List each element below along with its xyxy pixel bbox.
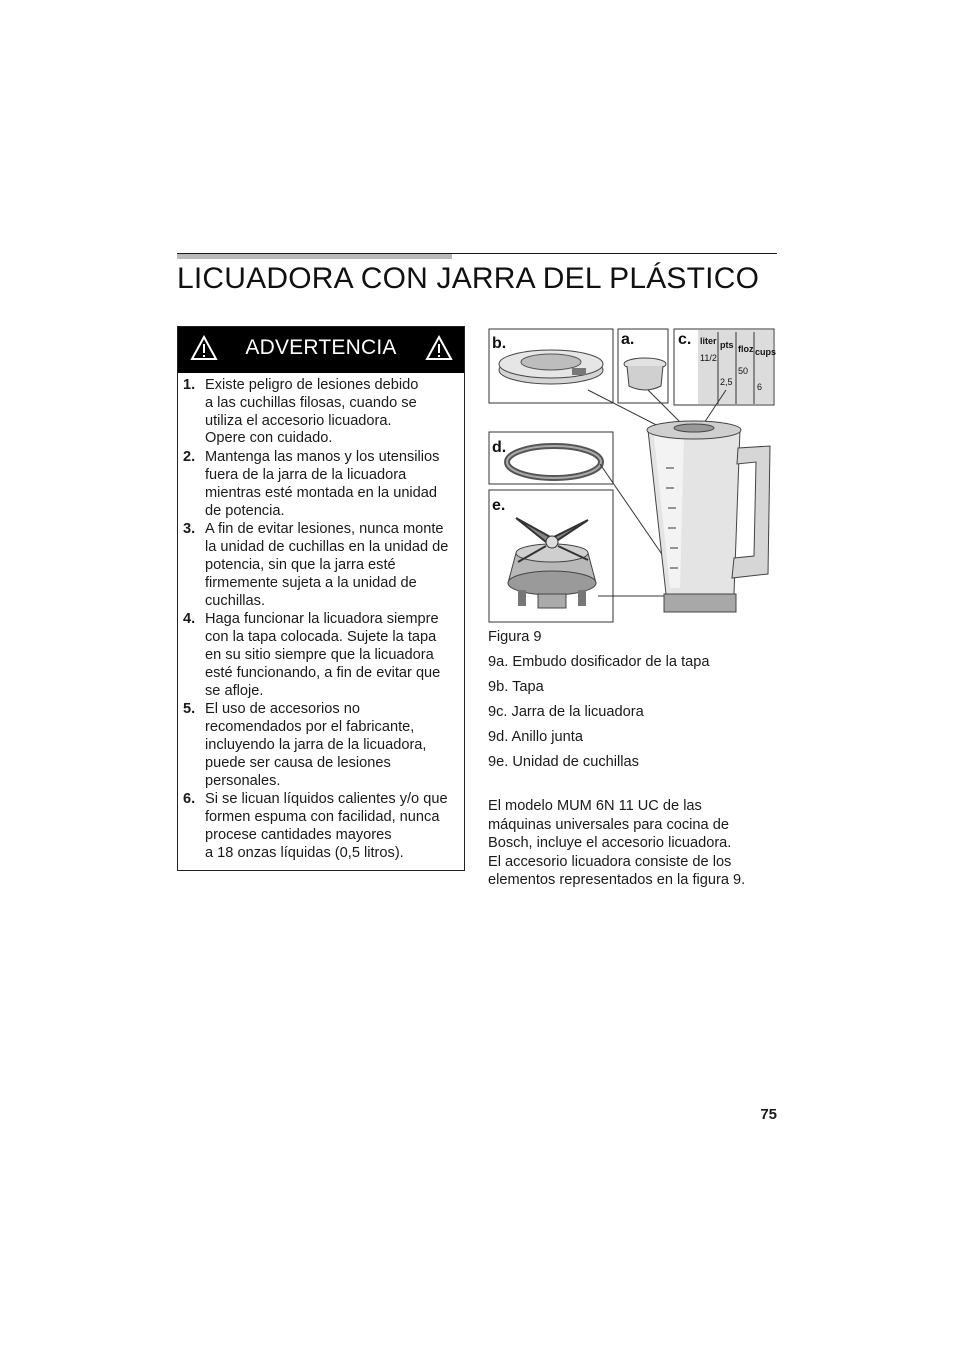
warning-item-number: 2. [183,449,196,466]
warning-item-text: Mantenga las manos y los utensilios fuera de la jarra de la licuadora mientras esté montada en la unidad de potencia. [205,449,440,519]
scale-value-liter: 11/2 [700,353,717,363]
legend-item-9c: 9c. Jarra de la licuadora [488,704,644,720]
legend-item-9a: 9a. Embudo dosificador de la tapa [488,654,710,670]
panel-a-funnel [618,329,668,403]
page-number: 75 [760,1106,777,1123]
warning-item-number: 3. [183,521,196,538]
warning-heading: ADVERTENCIA [245,336,397,359]
warning-list [178,373,464,863]
figure-caption-block [488,628,778,778]
warning-item-text: Existe peligro de lesiones debido a las cuchillas filosas, cuando se utiliza el accesorio licuadora. Opere con cuidado. [205,377,419,447]
blender-jar [647,421,770,612]
legend-item-9e: 9e. Unidad de cuchillas [488,754,639,770]
warning-item-number: 4. [183,611,196,628]
warning-item-text: El uso de accesorios no recomendados por el fabricante, incluyendo la jarra de la licuadora, puede ser causa de lesiones personales. [205,701,427,789]
warning-item [183,611,458,700]
header-rule [177,253,777,254]
warning-item [183,701,458,790]
scale-header-floz: floz [738,344,754,354]
panel-e-blade-unit [489,490,613,622]
panel-d-ring [489,432,613,484]
panel-c-scale [674,329,776,405]
warning-item-text: A fin de evitar lesiones, nunca monte la unidad de cuchillas en la unidad de potencia, sin que la jarra esté firmemente sujeta a la unidad de cuchillas. [205,521,449,609]
panel-label-a: a. [621,331,635,348]
warning-item [183,791,458,862]
scale-value-cups: 6 [757,382,763,392]
warning-item-text: Haga funcionar la licuadora siempre con la tapa colocada. Sujete la tapa en su sitio siempre que la licuadora esté funcionando, a fin de evitar que se afloje. [205,611,441,699]
scale-header-cups: cups [755,347,777,357]
legend-item-9b: 9b. Tapa [488,679,544,695]
blender-parts-figure [488,328,778,624]
figure-caption: Figura 9 [488,629,542,645]
scale-header-pts: pts [720,340,734,350]
warning-item-number: 1. [183,377,196,393]
legend-item-9d: 9d. Anillo junta [488,729,583,745]
model-description: El modelo MUM 6N 11 UC de las máquinas universales para cocina de Bosch, incluye el accesorio licuadora. El accesorio licuadora consiste de los elementos representados en la figura 9. [488,798,746,888]
panel-label-b: b. [492,335,507,352]
warning-item [183,521,458,610]
warning-triangle-icon [425,335,453,361]
warning-item [183,449,458,520]
warning-item-number: 6. [183,791,196,808]
scale-value-pts: 2,5 [720,377,733,387]
page-title: LICUADORA CON JARRA DEL PLÁSTICO [177,262,760,295]
warning-item [183,377,458,448]
panel-label-c: c. [678,331,692,348]
warning-item-text: Si se licuan líquidos calientes y/o que formen espuma con facilidad, nunca procese cantidades mayores a 18 onzas líquidas (0,5 litros). [205,791,448,861]
panel-label-e: e. [492,497,506,514]
warning-box [177,326,465,871]
warning-header [178,327,464,373]
panel-b-lid [489,329,613,403]
scale-value-floz: 50 [738,366,749,376]
warning-item-number: 5. [183,701,196,718]
scale-header-liter: liter [700,336,717,346]
panel-label-d: d. [492,439,507,456]
